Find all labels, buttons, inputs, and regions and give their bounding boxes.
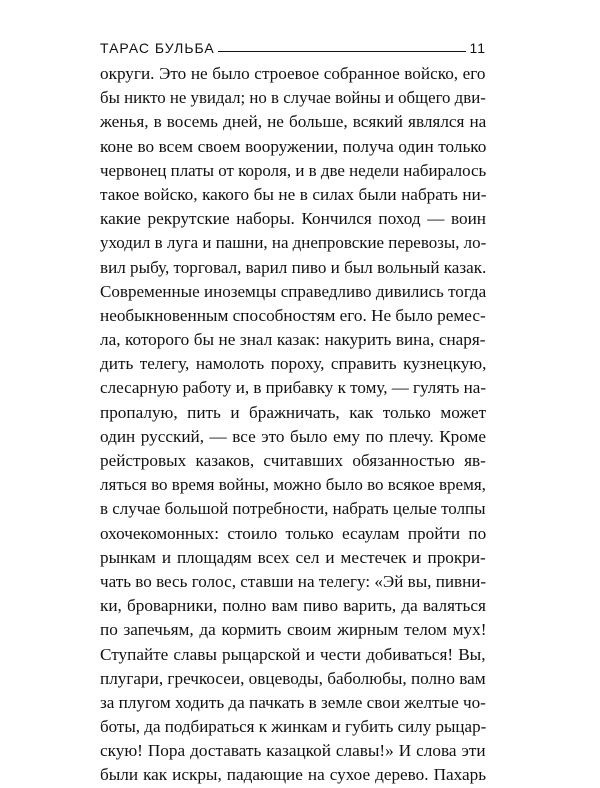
- text-line: плугари, гречкосеи, овцеводы, баболюбы, полно вам: [100, 668, 486, 688]
- text-line: были как искры, падающие на сухое дерево. Пахарь: [100, 765, 487, 785]
- header-rule: [218, 51, 467, 52]
- text-line: охочекомонных: стоило только есаулам пройти по: [100, 523, 487, 543]
- text-line: ки, броварники, полно вам пиво варить, да валяться: [100, 596, 486, 616]
- text-line: вил рыбу, торговал, варил пиво и был вольный казак.: [100, 257, 487, 277]
- text-line: в случае большой потребности, набрать целые толпы: [100, 499, 486, 519]
- text-line: скую! Пора доставать казацкой славы!» И слова эти: [100, 741, 486, 761]
- text-line: бы никто не увидал; но в случае войны и общего дви-: [100, 88, 486, 108]
- text-line: дить телегу, намолоть пороху, справить кузнецкую,: [100, 354, 487, 374]
- text-line: боты, да подбираться к жинкам и губить силу рыцар-: [100, 717, 487, 737]
- text-line: по запечьям, да кормить своим жирным телом мух!: [100, 620, 487, 640]
- text-line: такое войско, какого бы не в силах были набрать ни-: [100, 184, 487, 204]
- text-line: какие рекрутские наборы. Кончился поход — воин: [100, 209, 486, 229]
- body-text: [100, 62, 486, 788]
- text-line: один русский, — все это было ему по плечу. Кроме: [100, 426, 487, 446]
- running-header: [100, 34, 486, 56]
- text-line: Ступайте славы рыцарской и чести добиваться! Вы,: [100, 644, 486, 664]
- text-line: женья, в восемь дней, не больше, всякий являлся на: [100, 112, 487, 132]
- running-title: ТАРАС БУЛЬБА: [100, 40, 215, 56]
- text-line: уходил в луга и пашни, на днепровские перевозы, ло-: [100, 233, 487, 253]
- text-line: ла, которого бы не знал казак: накурить вина, снаря-: [100, 330, 486, 350]
- text-line: ляться во время войны, можно было во всякое время,: [100, 475, 486, 495]
- page-number: 11: [469, 40, 486, 56]
- text-line: рынкам и площадям всех сел и местечек и прокри-: [100, 547, 486, 567]
- text-line: округи. Это не было строевое собранное войско, его: [100, 64, 486, 83]
- text-line: слесарную работу и, в прибавку к тому, — гулять на-: [100, 378, 487, 398]
- text-line: коне во всем своем вооружении, получа один только: [100, 136, 487, 156]
- text-line: чать во весь голос, ставши на телегу: «Эй вы, пивни-: [100, 571, 487, 591]
- text-line: рейстровых казаков, считавших обязанностью яв-: [100, 451, 486, 470]
- text-line: за плугом ходить да пачкать в земле свои желтые чо-: [100, 692, 486, 712]
- text-line: червонец платы от короля, и в две недели набиралось: [100, 160, 487, 180]
- text-line: необыкновенным способностям его. Не было ремес-: [100, 305, 486, 325]
- text-line: пропалую, пить и бражничать, как только может: [100, 402, 487, 422]
- text-line: Современные иноземцы справедливо дивились тогда: [100, 281, 487, 301]
